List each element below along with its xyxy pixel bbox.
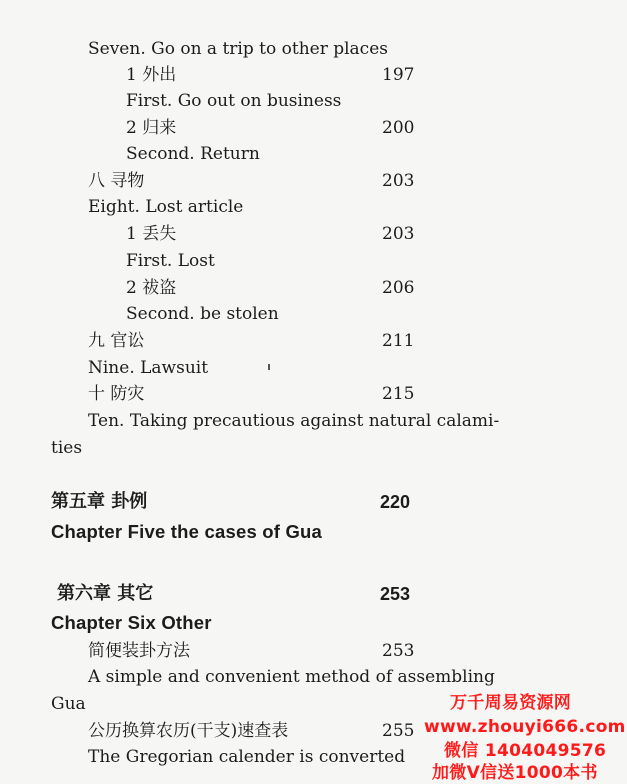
toc-entry-lost-zh: 1 丢失 bbox=[126, 224, 177, 244]
toc-entry-go-out-en: First. Go out on business bbox=[126, 91, 342, 111]
toc-entry-calendar-en: The Gregorian calender is converted bbox=[88, 747, 406, 767]
watermark-promo: 加微V信送1000本书 bbox=[432, 763, 598, 783]
toc-entry-assembling-zh: 简便装卦方法 bbox=[88, 641, 190, 661]
toc-entry-assembling-en: A simple and convenient method of assembling bbox=[88, 667, 495, 687]
toc-entry-stolen-zh: 2 祓盗 bbox=[126, 278, 177, 298]
toc-entry-eight-en: Eight. Lost article bbox=[88, 197, 244, 217]
toc-entry-nine-en: Nine. Lawsuit bbox=[88, 358, 209, 378]
watermark-site-name: 万千周易资源网 bbox=[450, 693, 572, 713]
chapter-five-page: 220 bbox=[380, 492, 411, 512]
page-number: 203 bbox=[382, 171, 415, 191]
toc-entry-go-out-zh: 1 外出 bbox=[126, 65, 177, 85]
toc-entry-ten-en-cont: ties bbox=[51, 438, 83, 458]
chapter-six-page: 253 bbox=[380, 584, 411, 604]
toc-entry-calendar-zh: 公历换算农历(干支)速查表 bbox=[88, 721, 289, 741]
toc-entry-stolen-en: Second. be stolen bbox=[126, 304, 279, 324]
toc-entry-ten-zh: 十 防灾 bbox=[88, 384, 145, 404]
page-number: 206 bbox=[382, 278, 415, 298]
page-number: 200 bbox=[382, 118, 415, 138]
toc-entry-lost-en: First. Lost bbox=[126, 251, 215, 271]
chapter-five-title-zh: 第五章 卦例 bbox=[51, 491, 148, 512]
toc-entry-return-zh: 2 归来 bbox=[126, 118, 177, 138]
page-number: 197 bbox=[382, 65, 415, 85]
scan-speck bbox=[268, 364, 270, 370]
toc-entry-nine-zh: 九 官讼 bbox=[88, 331, 145, 351]
page-number: 203 bbox=[382, 224, 415, 244]
toc-entry-eight-zh: 八 寻物 bbox=[88, 171, 145, 191]
toc-entry-seven: Seven. Go on a trip to other places bbox=[88, 39, 388, 59]
chapter-six-title-zh: 第六章 其它 bbox=[57, 583, 154, 604]
toc-entry-return-en: Second. Return bbox=[126, 144, 260, 164]
watermark-url: www.zhouyi666.com bbox=[424, 717, 626, 737]
page-number: 211 bbox=[382, 331, 415, 351]
page-number: 215 bbox=[382, 384, 415, 404]
watermark-wechat: 微信 1404049576 bbox=[444, 741, 607, 761]
chapter-five-title-en: Chapter Five the cases of Gua bbox=[51, 521, 323, 542]
page-number: 253 bbox=[382, 641, 415, 661]
page-number: 255 bbox=[382, 721, 415, 741]
toc-entry-assembling-en-cont: Gua bbox=[51, 694, 86, 714]
chapter-six-title-en: Chapter Six Other bbox=[51, 612, 212, 633]
toc-entry-ten-en: Ten. Taking precautious against natural calami- bbox=[88, 411, 500, 431]
